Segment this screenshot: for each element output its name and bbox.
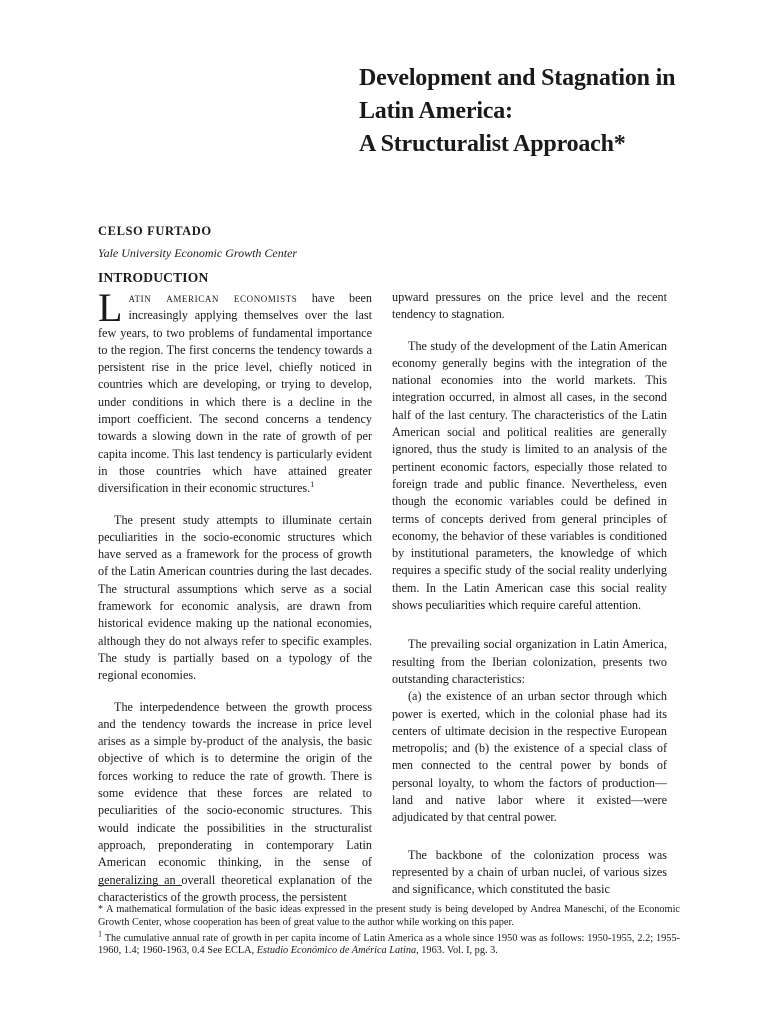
- paragraph: The prevailing social organization in Latin America, resulting from the Iberian colonization, presents two outstanding characteristics:: [392, 637, 667, 686]
- footnotes: [98, 904, 680, 961]
- author-name: CELSO FURTADO: [98, 224, 212, 238]
- article-title: [359, 62, 749, 161]
- opening-small-caps: atin american economists: [128, 291, 298, 305]
- footnote-ref[interactable]: 1: [310, 480, 315, 490]
- footnote-divider: [98, 885, 182, 886]
- author-affiliation: Yale University Economic Growth Center: [98, 246, 298, 260]
- footnote-star: * A mathematical formulation of the basic ideas expressed in the present study is being developed by Andrea Maneschi, of the Economic Growth Center, whose cooperation has been of great value to the author while working on this paper.: [98, 904, 680, 928]
- paragraph: [98, 285, 373, 498]
- paragraph: The interpedendence between the growth process and the tendency towards the increase in price level arises as a simple by-product of the analysis, the basic objective of which is to determine the origin of the forces working to reduce the rate of growth. There is some evidence that these forces are related to peculiarities of the socio-economic structures. This would indicate the possibilities in the structuralist approach, preponderating in contemporary Latin American economic thinking, in the sense of generalizing an overall theoretical explanation of the characteristics of the growth process, the persistent: [98, 699, 372, 904]
- paragraph: The study of the development of the Latin American economy generally begins with the integration of the national economies into the world markets. This integration occurred, in almost all cases, in the second half of the last century. The characteristics of the Latin American social and political realities are generally ignored, thus the study is limited to an analysis of the pertinent economic factors, especially those related to foreign trade and public finance. Nevertheless, even though the economic variables could be defined in terms of concepts derived from general principles of economy, the behavior of these variables is conditioned by institutional parameters, the knowledge of which requires a specific study of the social reality underlying them. In the Latin American case this social reality shows peculiarities which require careful attention.: [392, 338, 667, 613]
- footnote-text: The cumulative annual rate of growth in per capita income of Latin America as a whole since 1950 was as follows: 1950-1955, 2.2; 1955-1960, 1.4; 1960-1963, 0.4 See ECLA,: [98, 932, 680, 957]
- paragraph: upward pressures on the price level and the recent tendency to stagnation.: [392, 290, 667, 322]
- right-column: [392, 289, 667, 899]
- title-line-1: Development and Stagnation in: [359, 65, 676, 91]
- paragraph: The present study attempts to illuminate certain peculiarities in the socio-economic structures which have served as a framework for the process of growth of the Latin American countries during the last decades. The structural assumptions which serve as a social framework for economic analysis, are drawn from historical evidence making up the national economies, although they do not always refer to specific examples. The study is partially based on a typology of the regional economies.: [98, 512, 372, 683]
- left-column: [98, 285, 373, 906]
- footnote-1: [98, 929, 680, 959]
- title-line-2: Latin America:: [359, 98, 513, 124]
- footnote-number: 1: [98, 929, 102, 939]
- section-heading: INTRODUCTION: [98, 270, 209, 285]
- paragraph: The backbone of the colonization process was represented by a chain of urban nuclei, of various sizes and significance, which constituted the basic: [392, 847, 667, 897]
- paragraph: (a) the existence of an urban sector through which power is exerted, which in the colonial phase had its centers of ultimate decision in the respective European metropolis; and (b) the existence of a special class of men connected to the central power by bonds of personal loyalty, to whom the factors of production—land and native labor where it existed—were adjudicated by that central power.: [392, 689, 667, 825]
- paragraph-text: have been increasingly applying themselves over the last few years, to two problems of fundamental importance to the region. The first concerns the tendency towards a persistent rise in the price level, chiefly noticed in countries which are developing, or trying to develop, under conditions in which there is a decline in the import coefficient. The second concerns a tendency towards a slowing down in the rate of growth of per capita income. This last tendency is particularly evident in those countries which have attained greater diversification in their economic structures.: [98, 291, 373, 496]
- footnote-source-title: Estudio Económico de América Latina: [256, 945, 417, 957]
- title-line-3: A Structuralist Approach*: [359, 131, 626, 157]
- footnote-tail: , 1963. Vol. I, pg. 3.: [416, 945, 498, 957]
- drop-cap: L: [98, 285, 123, 330]
